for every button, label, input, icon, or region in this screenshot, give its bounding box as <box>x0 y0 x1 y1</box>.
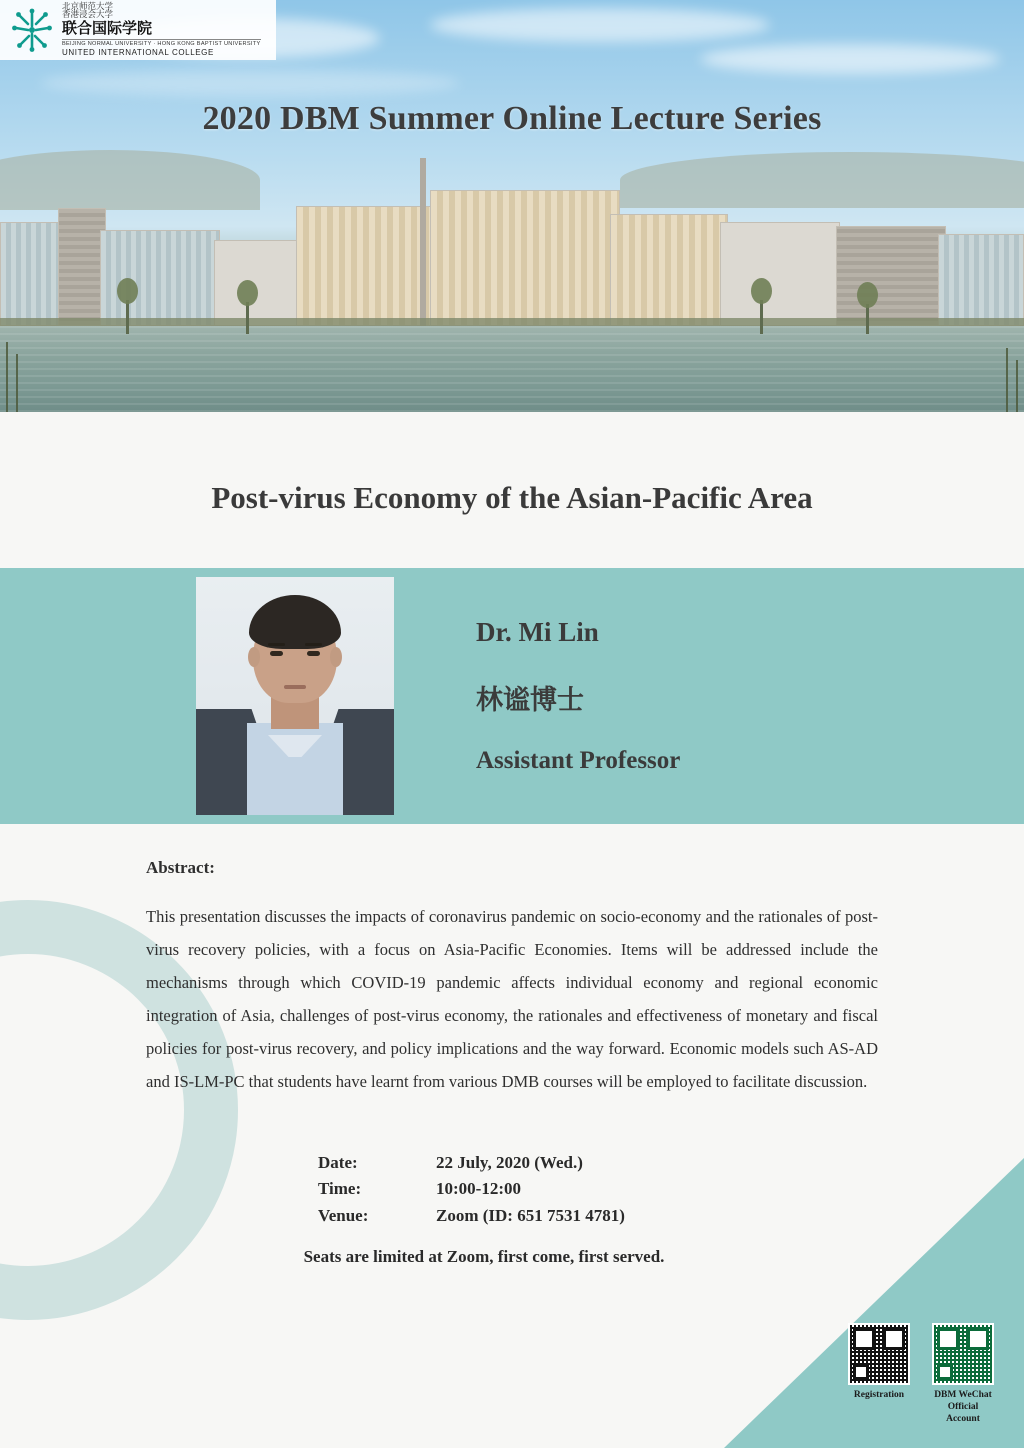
speaker-role: Assistant Professor <box>476 747 681 774</box>
cloud-decor <box>430 8 770 42</box>
reed-decor <box>16 354 18 412</box>
speaker-name: Dr. Mi Lin <box>476 617 599 647</box>
speaker-portrait <box>196 577 394 815</box>
logo-en-line1: BEIJING NORMAL UNIVERSITY · HONG KONG BAPTIST UNIVERSITY <box>62 41 261 48</box>
speaker-name-cn: 林谧博士 <box>476 685 584 716</box>
reed-decor <box>1016 360 1018 412</box>
reed-decor <box>1006 348 1008 412</box>
uic-logo <box>0 0 276 60</box>
qr-registration-caption: Registration <box>853 1390 905 1401</box>
seats-note: Seats are limited at Zoom, first come, first served. <box>303 1247 665 1267</box>
logo-cn-line1: 北京师范大学 <box>62 1 114 12</box>
tree-decor <box>866 304 869 334</box>
abstract-label: Abstract: <box>146 858 215 877</box>
time-value: 10:00-12:00 <box>436 1179 521 1199</box>
lecture-title: Post-virus Economy of the Asian-Pacific Area <box>211 480 813 515</box>
time-label: Time: <box>318 1179 362 1199</box>
event-details <box>318 1150 1024 1229</box>
qr-wechat-caption-line1: DBM WeChat <box>934 1390 992 1401</box>
cloud-decor <box>700 44 1000 74</box>
date-label: Date: <box>318 1153 358 1172</box>
logo-en-line2: UNITED INTERNATIONAL COLLEGE <box>62 48 214 58</box>
qr-wechat[interactable] <box>932 1323 994 1426</box>
cloud-decor <box>40 70 460 96</box>
lake-water <box>0 326 1024 412</box>
detail-row-venue <box>318 1203 1024 1229</box>
abstract-text: This presentation discusses the impacts of coronavirus pandemic on socio-economy and the rationales of post-virus recovery policies, with a focus on Asia-Pacific Economies. Items will be addressed include the mechanisms through which COVID-19 pandemic affects individual economy and regional economic integration of Asia, challenges of post-virus economy, the rationales and effectiveness of monetary and fiscal policies for post-virus recovery, and policy implications and the way forward. Economic models such AS-AD and IS-LM-PC that students have learnt from various DMB courses will be employed to facilitate discussion. <box>146 907 878 1091</box>
logo-cn-big: 联合国际学院 <box>62 18 153 37</box>
series-title: 2020 DBM Summer Online Lecture Series <box>202 100 822 137</box>
tree-decor <box>760 300 763 334</box>
logo-divider <box>62 39 261 40</box>
qr-code-area <box>848 1323 994 1426</box>
venue-label: Venue: <box>318 1205 369 1225</box>
qr-code-icon[interactable] <box>932 1323 994 1385</box>
poster-content <box>0 412 1024 1267</box>
uic-logo-text <box>62 3 261 58</box>
tree-decor <box>246 302 249 334</box>
tree-decor <box>126 300 129 334</box>
qr-wechat-caption-line2: Official Account <box>946 1402 980 1425</box>
detail-row-time <box>318 1176 1024 1202</box>
qr-registration[interactable] <box>848 1323 910 1426</box>
logo-cn-line2: 香港浸会大学 <box>62 10 114 21</box>
reed-decor <box>6 342 8 412</box>
venue-value: Zoom (ID: 651 7531 4781) <box>436 1205 625 1225</box>
date-value: 22 July, 2020 (Wed.) <box>436 1153 583 1172</box>
detail-row-date <box>318 1150 1024 1176</box>
hero-banner <box>0 0 1024 412</box>
speaker-info <box>476 617 680 775</box>
qr-code-icon[interactable] <box>848 1323 910 1385</box>
speaker-band <box>0 568 1024 824</box>
uic-logo-icon <box>8 6 56 54</box>
abstract-section <box>0 824 1024 1098</box>
